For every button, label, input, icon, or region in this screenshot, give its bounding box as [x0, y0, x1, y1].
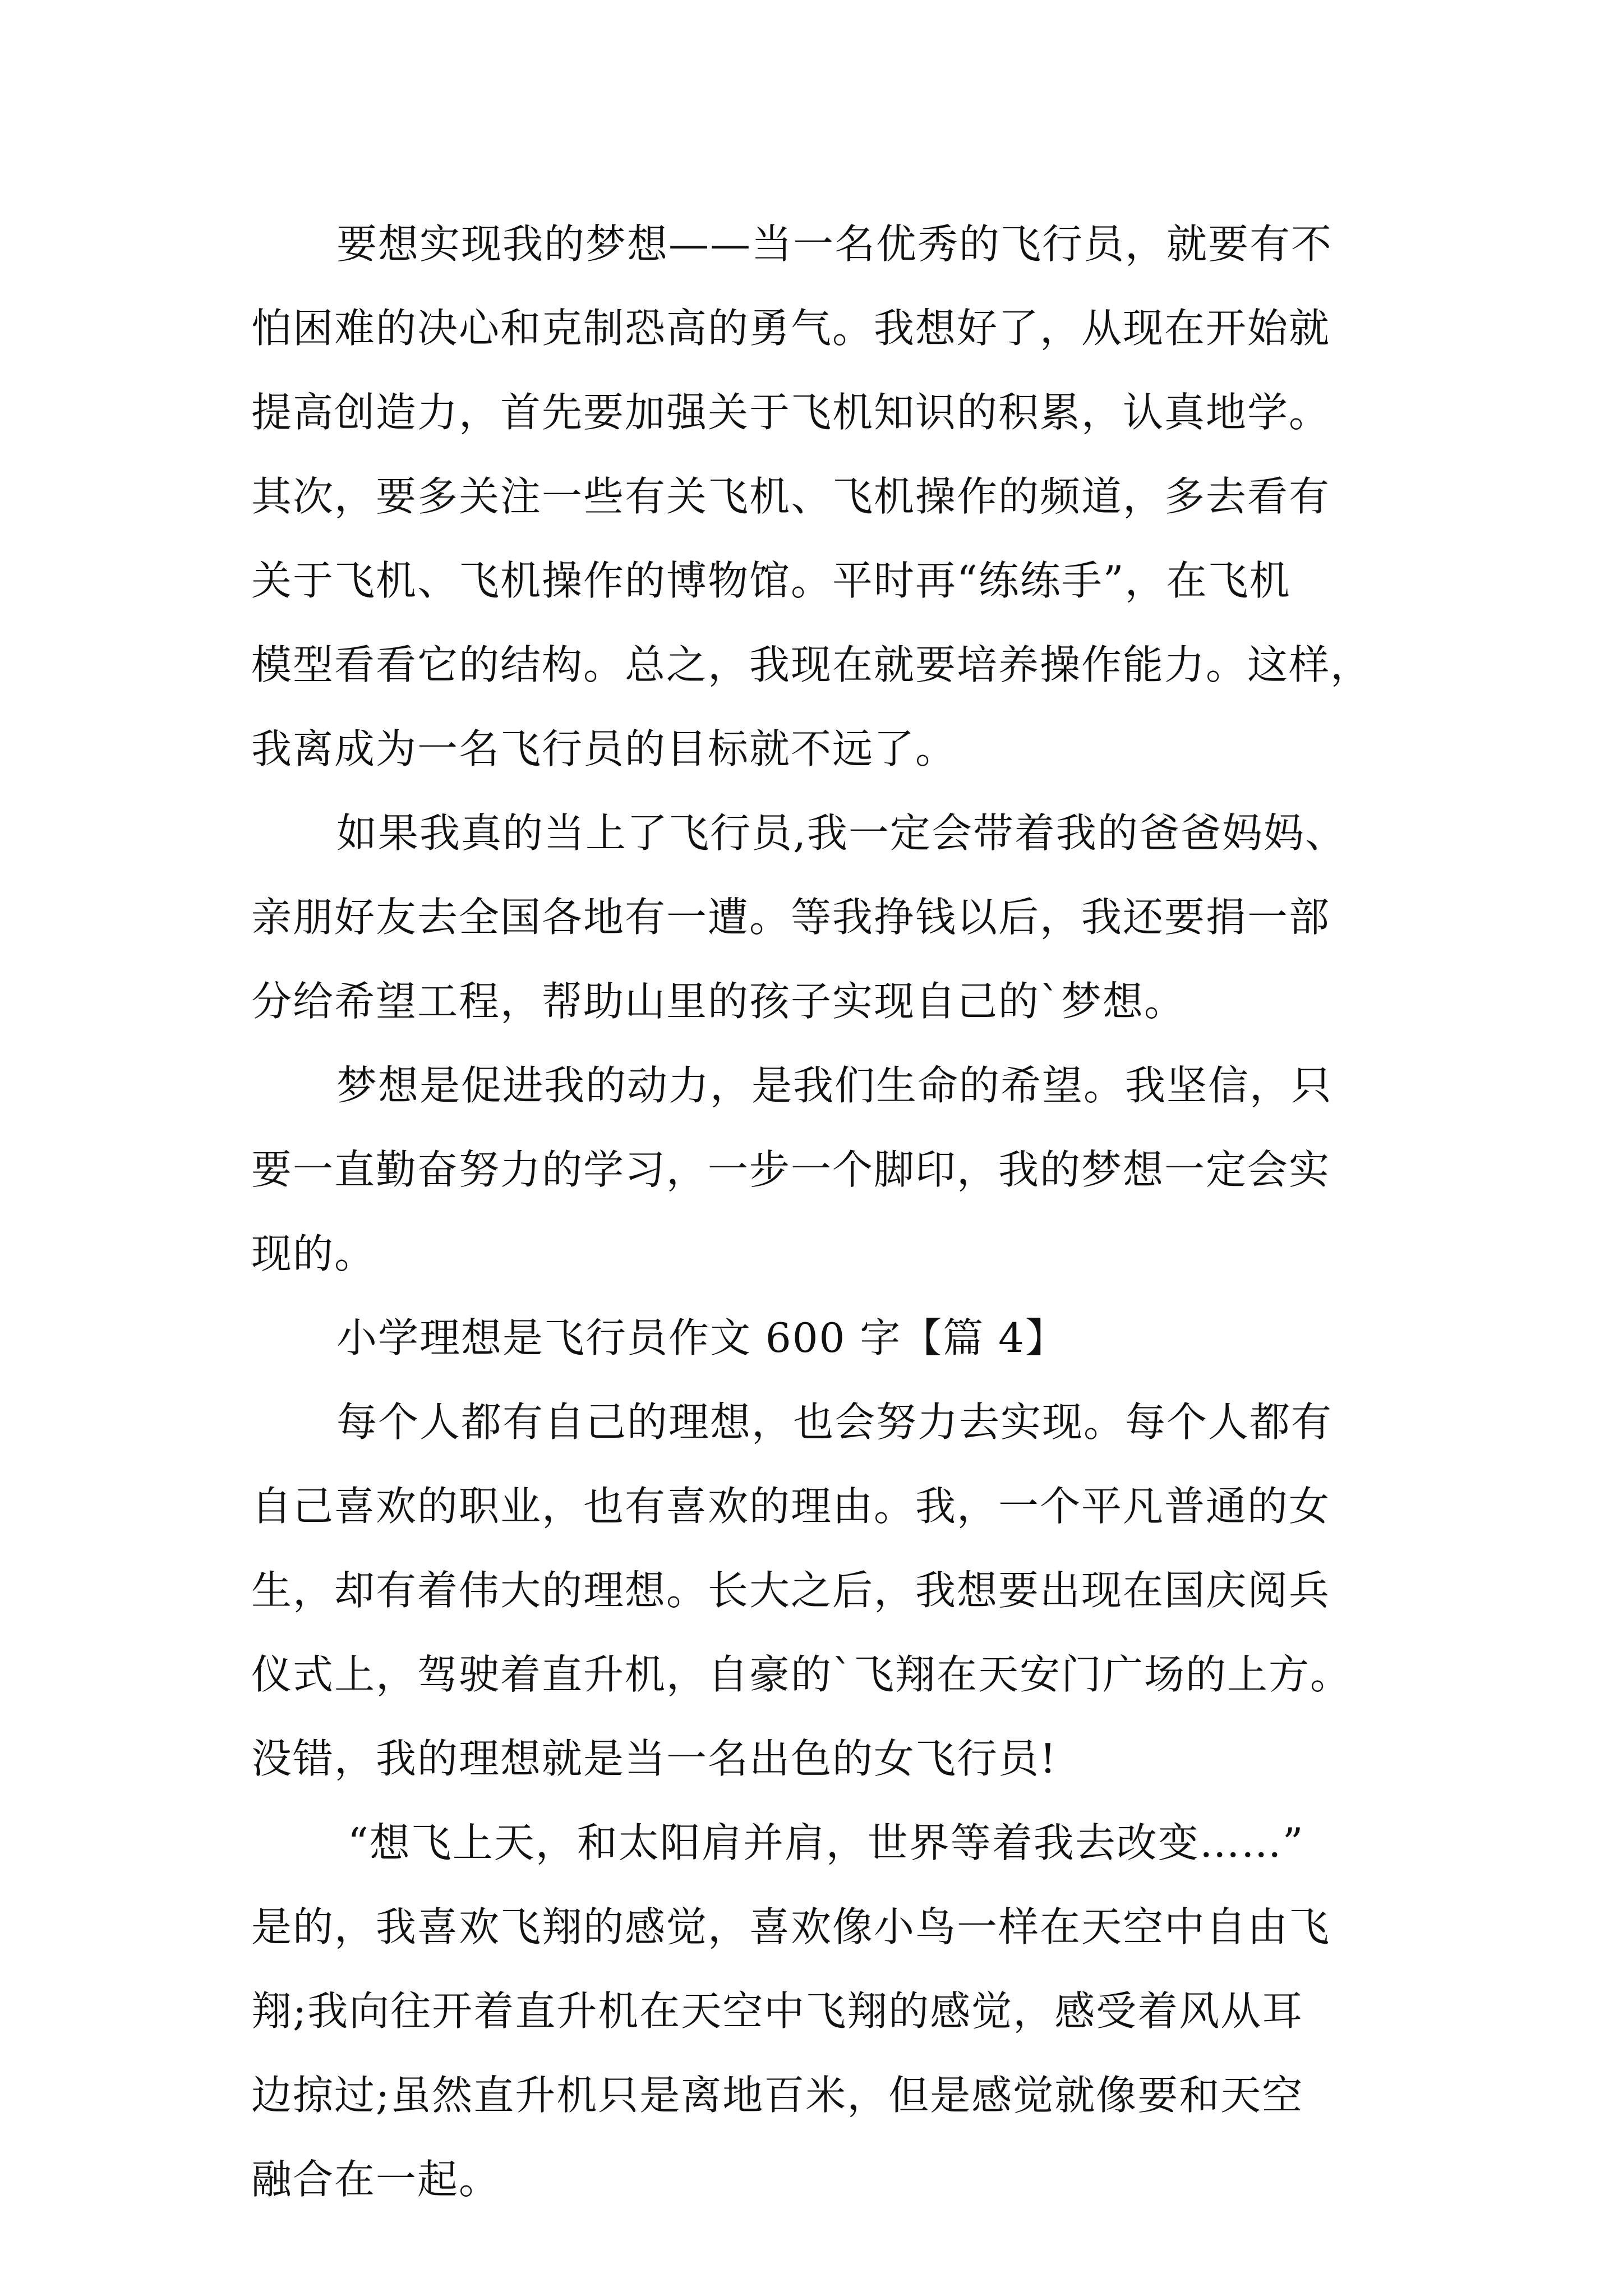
paragraph-line: 每个人都有自己的理想，也会努力去实现。每个人都有 [336, 1398, 1333, 1446]
paragraph-line: 如果我真的当上了飞行员,我一定会带着我的爸爸妈妈、 [336, 809, 1347, 857]
paragraph-line: 仪式上，驾驶着直升机，自豪的`飞翔在天安门广场的上方。 [251, 1651, 1352, 1698]
paragraph-line: 亲朋好友去全国各地有一遭。等我挣钱以后，我还要捐一部 [251, 894, 1331, 941]
essay-body [251, 202, 1407, 2221]
paragraph-line: 自己喜欢的职业，也有喜欢的理由。我，一个平凡普通的女 [251, 1483, 1331, 1530]
section-heading: 小学理想是飞行员作文 600 字【篇 4】 [336, 1314, 1067, 1361]
paragraph-line: 分给希望工程，帮助山里的孩子实现自己的`梦想。 [251, 978, 1186, 1025]
paragraph-line: 要一直勤奋努力的学习，一步一个脚印，我的梦想一定会实 [251, 1146, 1331, 1193]
paragraph-line: 要想实现我的梦想——当一名优秀的飞行员，就要有不 [336, 220, 1333, 268]
paragraph-line: “想飞上天，和太阳肩并肩，世界等着我去改变……” [348, 1819, 1304, 1866]
paragraph-line: 其次，要多关注一些有关飞机、飞机操作的频道，多去看有 [251, 473, 1331, 520]
paragraph-line: 是的，我喜欢飞翔的感觉，喜欢像小鸟一样在天空中自由飞 [251, 1903, 1331, 1950]
paragraph-line: 梦想是促进我的动力，是我们生命的希望。我坚信，只 [336, 1062, 1333, 1109]
paragraph-line: 现的。 [251, 1230, 376, 1277]
paragraph-line: 关于飞机、飞机操作的博物馆。平时再“练练手”，在飞机 [251, 557, 1291, 604]
paragraph-line: 我离成为一名飞行员的目标就不远了。 [251, 725, 957, 772]
paragraph-line: 生，却有着伟大的理想。长大之后，我想要出现在国庆阅兵 [251, 1567, 1331, 1614]
paragraph-line: 融合在一起。 [251, 2156, 501, 2203]
paragraph-line: 怕困难的决心和克制恐高的勇气。我想好了，从现在开始就 [251, 305, 1331, 352]
paragraph-line: 提高创造力，首先要加强关于飞机知识的积累，认真地学。 [251, 389, 1331, 436]
paragraph-line: 没错，我的理想就是当一名出色的女飞行员! [251, 1735, 1057, 1782]
paragraph-line: 翔;我向往开着直升机在天空中飞翔的感觉，感受着风从耳 [251, 1987, 1304, 2035]
paragraph-line: 边掠过;虽然直升机只是离地百米，但是感觉就像要和天空 [251, 2072, 1304, 2119]
paragraph-line: 模型看看它的结构。总之，我现在就要培养操作能力。这样， [251, 641, 1372, 688]
